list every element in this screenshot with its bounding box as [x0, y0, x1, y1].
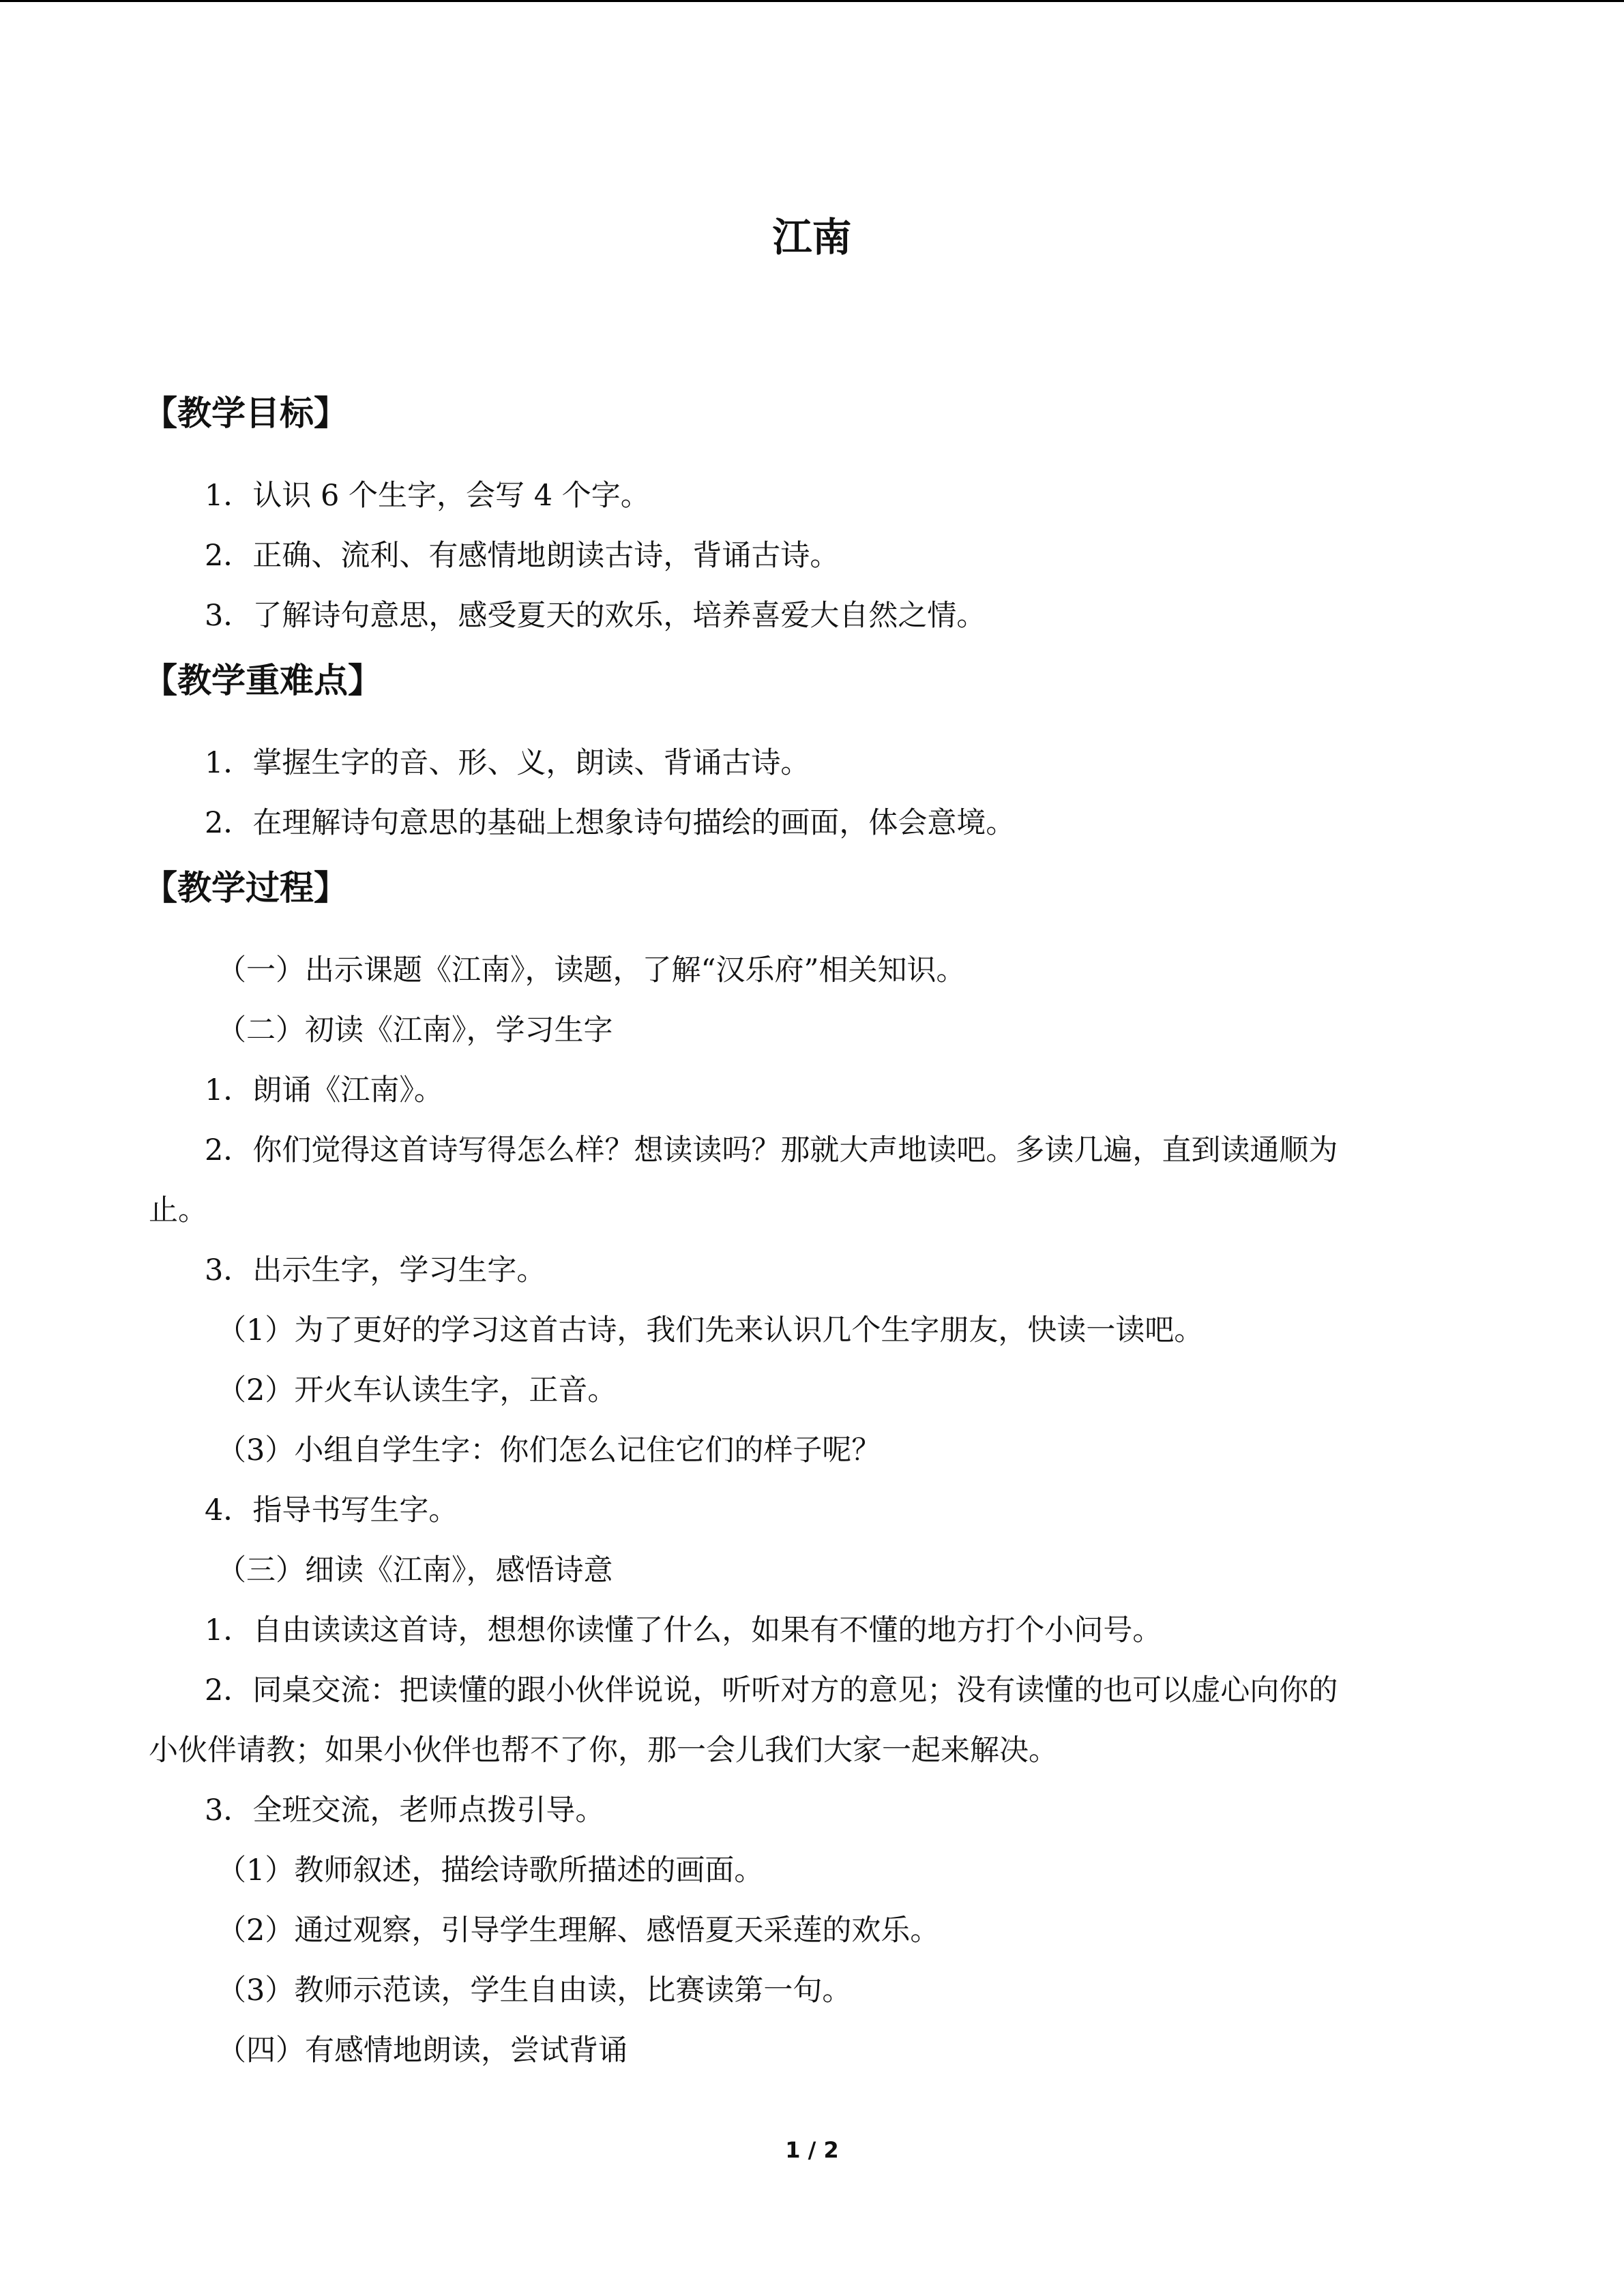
- process-line: （1）为了更好的学习这首古诗，我们先来认识几个生字朋友，快读一读吧。: [217, 1313, 1204, 1347]
- top-border-line: [0, 0, 1624, 2]
- document-title: 江南: [772, 214, 852, 260]
- process-line: （2）通过观察，引导学生理解、感悟夏天采莲的欢乐。: [217, 1913, 940, 1948]
- process-line: 小伙伴请教；如果小伙伴也帮不了你，那一会儿我们大家一起来解决。: [149, 1733, 1058, 1768]
- process-line: 1．朗诵《江南》。: [205, 1073, 443, 1107]
- process-line: 3．出示生字，学习生字。: [205, 1253, 546, 1287]
- process-line: 2．你们觉得这首诗写得怎么样？想读读吗？那就大声地读吧。多读几遍，直到读通顺为: [205, 1133, 1338, 1167]
- process-line: 止。: [149, 1193, 207, 1227]
- process-line: （3）小组自学生字：你们怎么记住它们的样子呢？: [217, 1433, 881, 1467]
- process-line: （二）初读《江南》，学习生字: [217, 1013, 613, 1047]
- process-line: （3）教师示范读，学生自由读，比赛读第一句。: [217, 1973, 852, 2008]
- process-line: （2）开火车认读生字，正音。: [217, 1373, 617, 1407]
- objective-line-3: 3．了解诗句意思，感受夏天的欢乐，培养喜爱大自然之情。: [205, 599, 986, 633]
- process-line: （四）有感情地朗读，尝试背诵: [217, 2033, 628, 2068]
- process-line: （一）出示课题《江南》，读题，了解“汉乐府”相关知识。: [217, 953, 966, 987]
- objective-line-1: 1．认识 6 个生字，会写 4 个字。: [205, 479, 650, 513]
- process-line: 1．自由读读这首诗，想想你读懂了什么，如果有不懂的地方打个小问号。: [205, 1613, 1162, 1648]
- page-number: 1 / 2: [785, 2137, 839, 2163]
- key-point-line-2: 2．在理解诗句意思的基础上想象诗句描绘的画面，体会意境。: [205, 806, 1016, 840]
- process-line: 2．同桌交流：把读懂的跟小伙伴说说，听听对方的意见；没有读懂的也可以虚心向你的: [205, 1673, 1338, 1708]
- process-line: 3．全班交流，老师点拨引导。: [205, 1793, 605, 1828]
- objective-line-2: 2．正确、流利、有感情地朗读古诗，背诵古诗。: [205, 539, 840, 573]
- process-line: 4．指导书写生字。: [205, 1493, 458, 1527]
- section-heading-objectives: 【教学目标】: [143, 393, 348, 433]
- section-heading-key-points: 【教学重难点】: [143, 661, 382, 700]
- key-point-line-1: 1．掌握生字的音、形、义，朗读、背诵古诗。: [205, 746, 810, 780]
- process-line: （三）细读《江南》，感悟诗意: [217, 1553, 613, 1587]
- section-heading-process: 【教学过程】: [143, 868, 348, 908]
- process-line: （1）教师叙述，描绘诗歌所描述的画面。: [217, 1853, 764, 1888]
